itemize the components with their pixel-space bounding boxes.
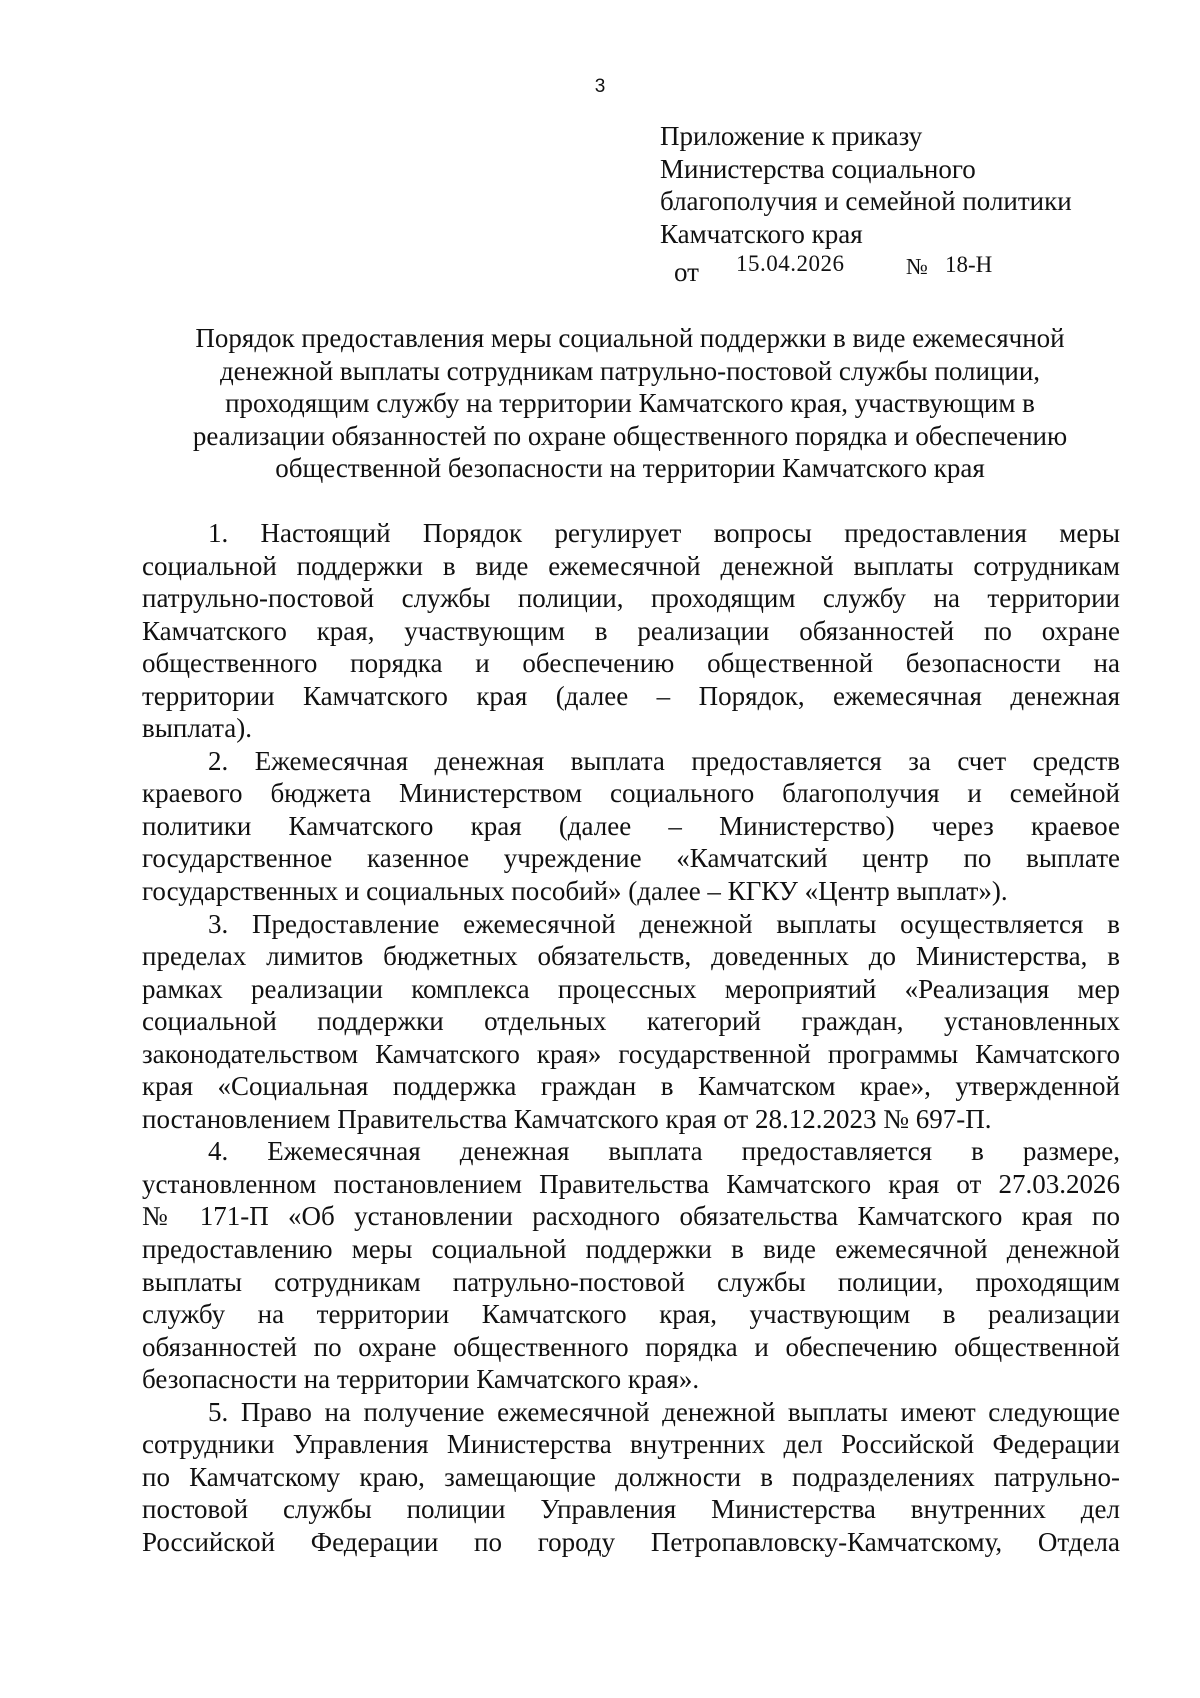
appendix-block bbox=[660, 120, 1160, 287]
paragraph-line: 2. Ежемесячная денежная выплата предоставляется за счет средств bbox=[208, 745, 1120, 776]
title-line: общественной безопасности на территории Камчатского края bbox=[275, 453, 985, 484]
appendix-line: Министерства социального bbox=[660, 153, 976, 184]
paragraph-line: рамках реализации комплекса процессных мероприятий «Реализация мер bbox=[142, 973, 1120, 1004]
paragraph-line: территории Камчатского края (далее – Порядок, ежемесячная денежная bbox=[142, 680, 1120, 711]
number-sign: № bbox=[906, 254, 928, 279]
paragraph-4 bbox=[142, 1135, 1120, 1395]
paragraph-line: патрульно-постовой службы полиции, проходящим службу на территории bbox=[142, 583, 1120, 614]
ot-label: от bbox=[674, 257, 699, 287]
paragraph-line: 1. Настоящий Порядок регулирует вопросы предоставления меры bbox=[208, 518, 1120, 548]
paragraph-line: Российской Федерации по городу Петропавловску-Камчатскому, Отдела bbox=[142, 1526, 1120, 1557]
paragraph-line: государственных и социальных пособий» (далее – КГКУ «Центр выплат»). bbox=[142, 876, 1008, 907]
paragraph-line: 3. Предоставление ежемесячной денежной выплаты осуществляется в bbox=[208, 908, 1120, 939]
paragraph-line: пределах лимитов бюджетных обязательств, доведенных до Министерства, в bbox=[142, 941, 1120, 972]
page-number: 3 bbox=[594, 76, 606, 97]
appendix-line: благополучия и семейной политики bbox=[660, 186, 1072, 216]
order-date: 15.04.2026 bbox=[736, 251, 845, 276]
title-line: проходящим службу на территории Камчатского края, участвующим в bbox=[225, 388, 1035, 419]
order-number: 18-Н bbox=[945, 252, 993, 277]
paragraph-1 bbox=[142, 517, 1120, 745]
paragraph-line: социальной поддержки отдельных категорий граждан, установленных bbox=[142, 1006, 1120, 1037]
paragraph-line: Камчатского края, участвующим в реализации обязанностей по охране bbox=[142, 615, 1120, 646]
paragraph-line: 4. Ежемесячная денежная выплата предоставляется в размере, bbox=[208, 1136, 1120, 1167]
paragraph-line: предоставлению меры социальной поддержки в виде ежемесячной денежной bbox=[142, 1234, 1120, 1265]
paragraph-line: социальной поддержки в виде ежемесячной денежной выплаты сотрудникам bbox=[142, 550, 1120, 581]
paragraph-line: сотрудники Управления Министерства внутренних дел Российской Федерации bbox=[142, 1429, 1120, 1460]
paragraph-line: государственное казенное учреждение «Камчатский центр по выплате bbox=[142, 843, 1120, 874]
paragraph-line: 5. Право на получение ежемесячной денежной выплаты имеют следующие bbox=[208, 1396, 1120, 1427]
paragraph-line: края «Социальная поддержка граждан в Камчатском крае», утвержденной bbox=[142, 1071, 1120, 1102]
paragraph-line: обязанностей по охране общественного порядка и обеспечению общественной bbox=[142, 1331, 1120, 1362]
paragraph-line: постановлением Правительства Камчатского края от 28.12.2023 № 697-П. bbox=[142, 1103, 992, 1134]
order-date-line bbox=[660, 250, 1160, 287]
title-line: Порядок предоставления меры социальной поддержки в виде ежемесячной bbox=[195, 323, 1065, 353]
paragraph-line: установленном постановлением Правительства Камчатского края от 27.03.2026 bbox=[142, 1168, 1120, 1199]
paragraph-line: политики Камчатского края (далее – Министерство) через краевое bbox=[142, 810, 1120, 841]
paragraph-line: безопасности на территории Камчатского края». bbox=[142, 1364, 700, 1395]
paragraph-line: выплата). bbox=[142, 713, 252, 744]
title-line: денежной выплаты сотрудникам патрульно-постовой службы полиции, bbox=[219, 355, 1041, 386]
document-title bbox=[140, 322, 1120, 485]
paragraph-line: законодательством Камчатского края» государственной программы Камчатского bbox=[142, 1038, 1120, 1069]
paragraph-3 bbox=[142, 908, 1120, 1136]
paragraph-line: постовой службы полиции Управления Министерства внутренних дел bbox=[142, 1494, 1120, 1525]
paragraph-line: № 171-П «Об установлении расходного обязательства Камчатского края по bbox=[142, 1201, 1120, 1232]
paragraph-line: службу на территории Камчатского края, участвующим в реализации bbox=[142, 1299, 1120, 1330]
title-line: реализации обязанностей по охране общественного порядка и обеспечению bbox=[192, 420, 1068, 451]
paragraph-5 bbox=[142, 1396, 1120, 1559]
paragraph-line: краевого бюджета Министерством социального благополучия и семейной bbox=[142, 778, 1120, 809]
document-body bbox=[142, 517, 1120, 1559]
appendix-line: Приложение к приказу bbox=[660, 121, 923, 151]
paragraph-line: выплаты сотрудникам патрульно-постовой службы полиции, проходящим bbox=[142, 1266, 1120, 1297]
paragraph-line: общественного порядка и обеспечению общественной безопасности на bbox=[142, 648, 1120, 679]
paragraph-line: по Камчатскому краю, замещающие должности в подразделениях патрульно- bbox=[142, 1461, 1120, 1492]
paragraph-2 bbox=[142, 745, 1120, 908]
appendix-line: Камчатского края bbox=[660, 218, 863, 249]
